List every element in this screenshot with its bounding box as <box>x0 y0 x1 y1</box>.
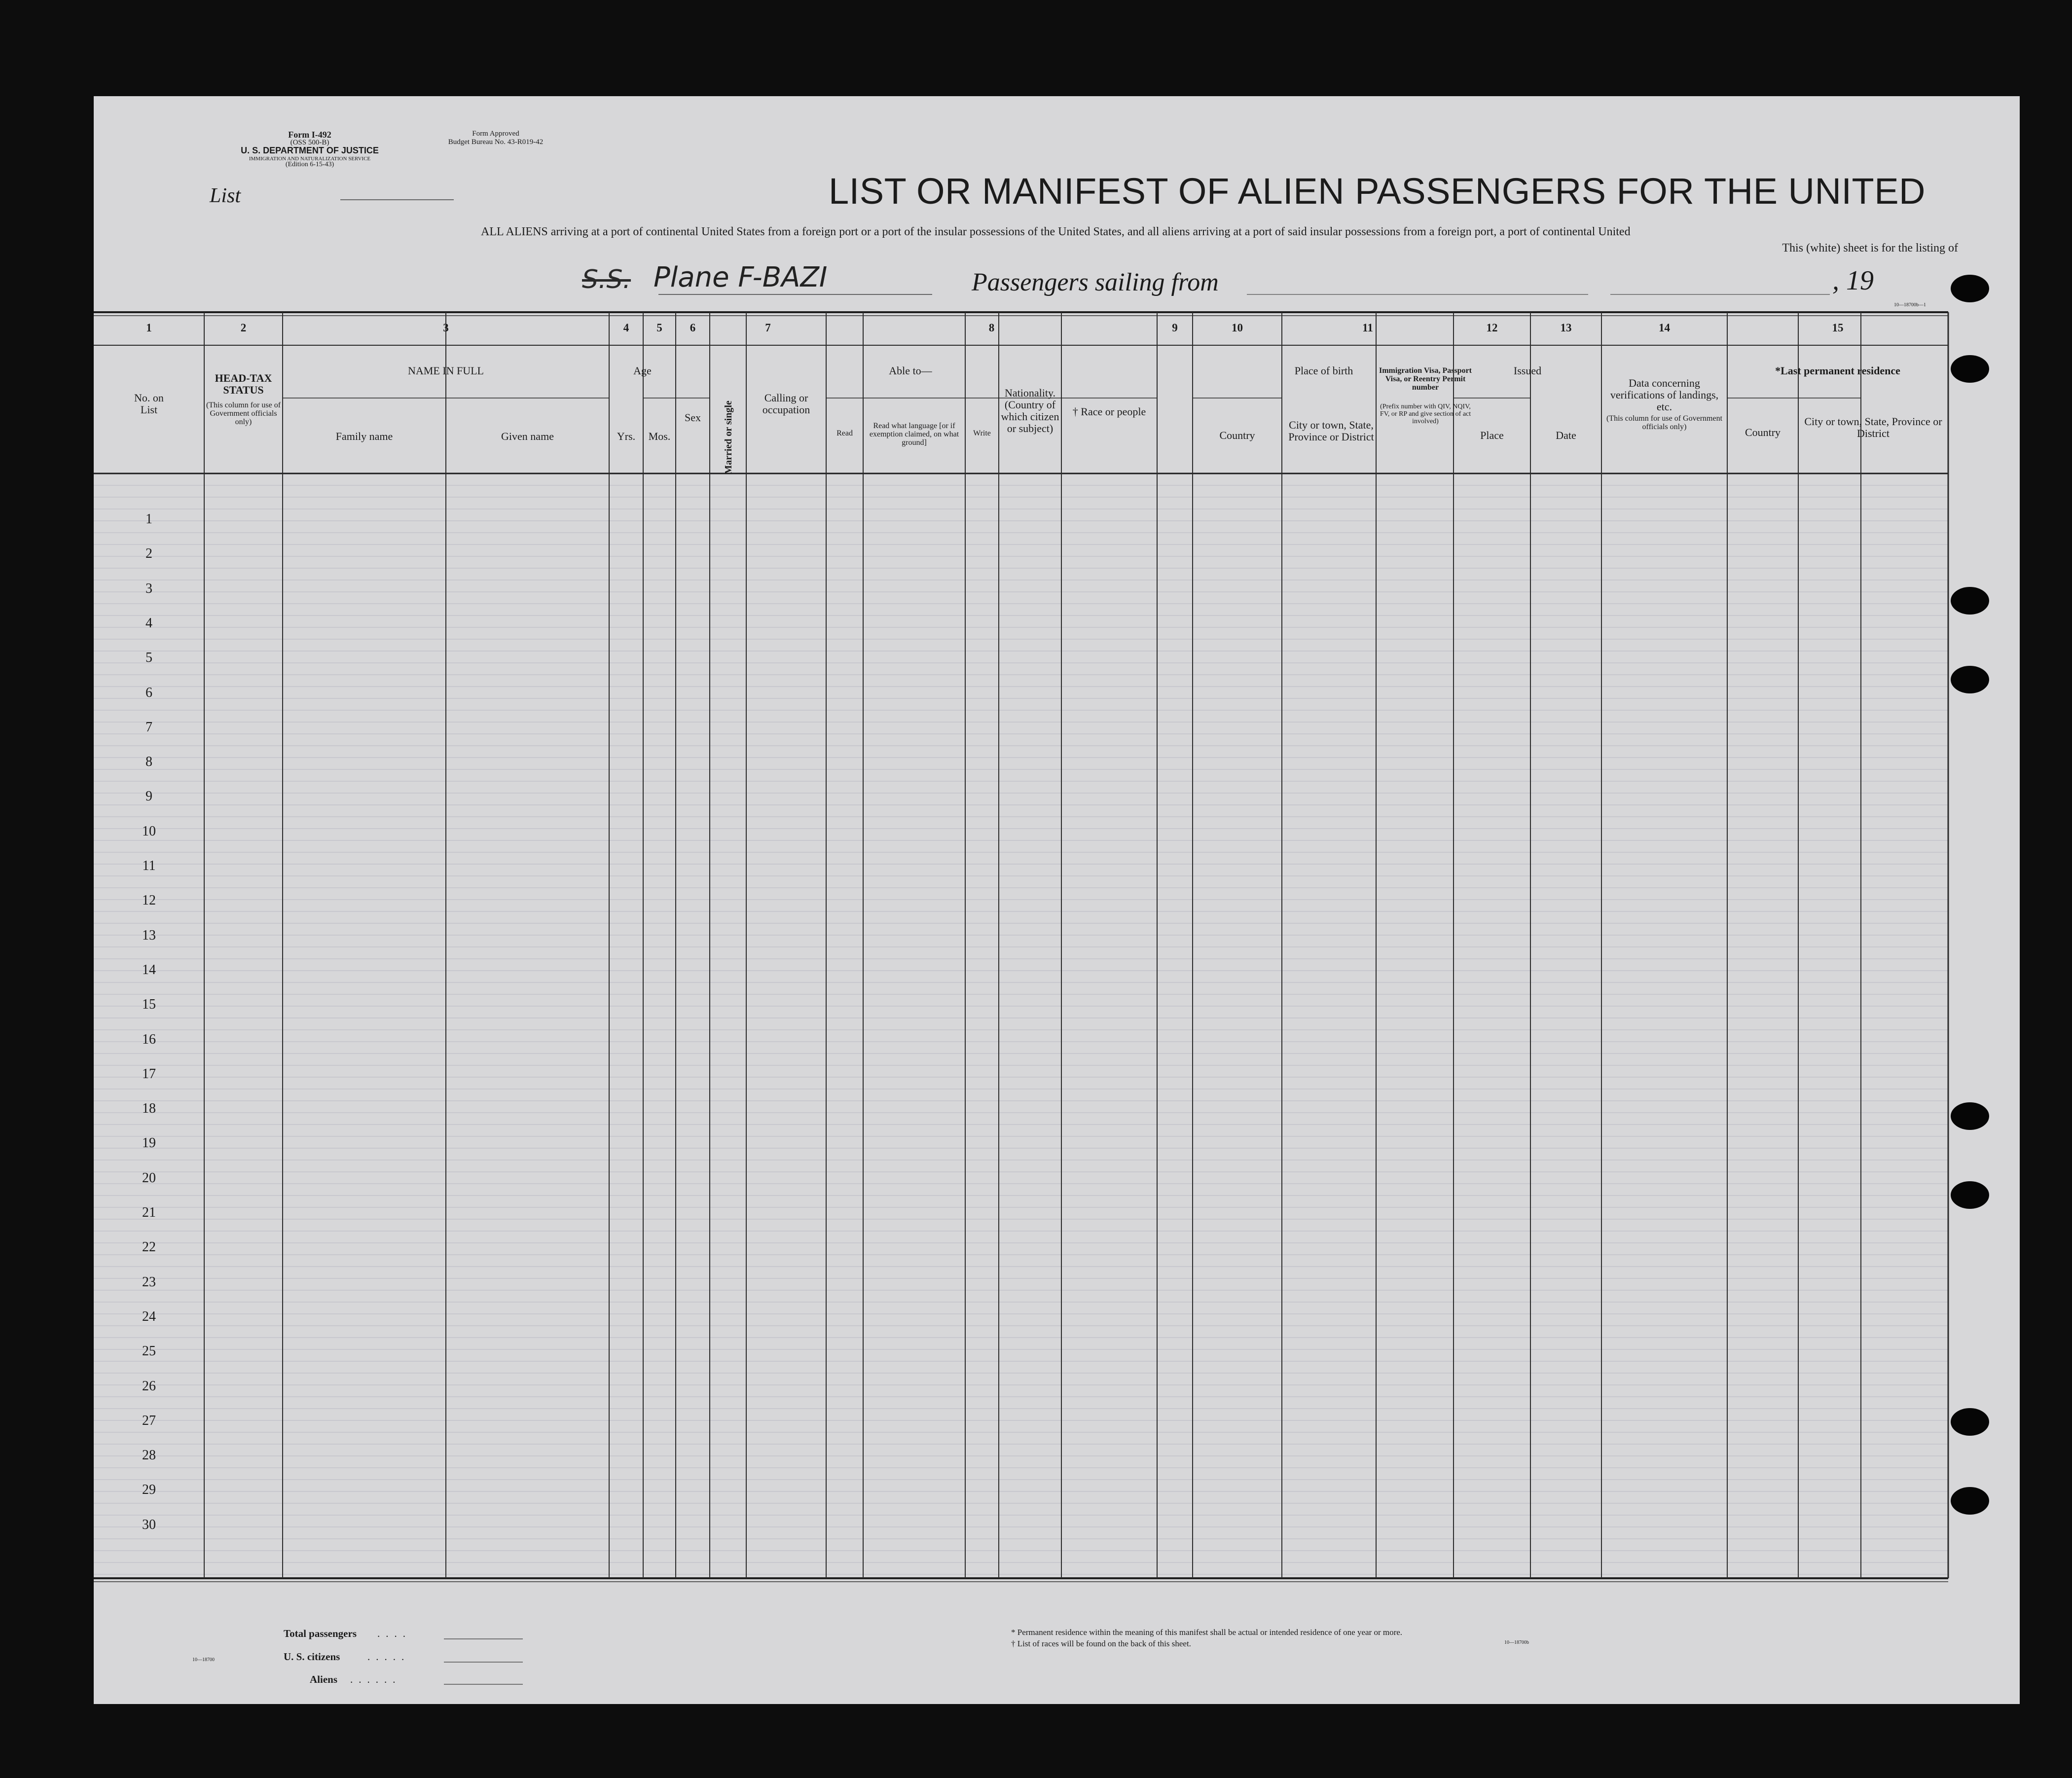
races-footnote: † List of races will be found on the back of this sheet. <box>1011 1639 1191 1648</box>
row-number: 6 <box>145 685 152 700</box>
budget-number: Budget Bureau No. 43-R019-42 <box>448 138 544 146</box>
service-name: IMMIGRATION AND NATURALIZATION SERVICE <box>249 156 371 162</box>
year-label: , 19 <box>1832 265 1874 296</box>
form-number: Form I-492 <box>288 130 331 140</box>
column-number: 14 <box>1659 322 1670 334</box>
column-number: 5 <box>656 322 662 334</box>
row-number: 19 <box>142 1135 156 1151</box>
header-res-country: Country <box>1745 426 1781 438</box>
row-number: 11 <box>142 858 156 873</box>
instruction-line-1: ALL ALIENS arriving at a port of continental United States from a foreign port or a port of the insular possessions of the United States, and all aliens arriving at a port of said insular possessions from a foreign port, a port of continental United <box>481 225 1631 238</box>
column-number: 6 <box>690 322 696 334</box>
page-title: LIST OR MANIFEST OF ALIEN PASSENGERS FOR THE UNITED <box>829 171 1926 212</box>
punch-hole <box>1951 1487 1989 1515</box>
residence-footnote: * Permanent residence within the meaning of this manifest shall be actual or intended residence of one year or more. <box>1011 1628 1403 1637</box>
row-number: 15 <box>142 997 156 1013</box>
us-citizens-label: U. S. citizens <box>284 1651 340 1663</box>
aliens-label: Aliens <box>310 1673 338 1685</box>
header-sex: Sex <box>685 411 701 424</box>
header-data-note: (This column for use of Government officials only) <box>1606 414 1723 431</box>
column-number: 4 <box>623 322 629 334</box>
department-name: U. S. DEPARTMENT OF JUSTICE <box>241 145 379 155</box>
header-birth-country: Country <box>1219 429 1255 441</box>
column-number: 11 <box>1362 322 1373 334</box>
header-issued: Issued <box>1513 364 1542 377</box>
column-number: 13 <box>1560 322 1572 334</box>
header-issued-place: Place <box>1480 429 1504 441</box>
punch-hole <box>1951 275 1989 302</box>
ss-struck: S.S. <box>582 265 631 294</box>
form-sub: (OSS 500-B) <box>290 139 329 146</box>
print-code-left: 10—18700 <box>192 1657 215 1663</box>
list-label: List <box>210 184 241 207</box>
row-number: 16 <box>142 1031 156 1047</box>
row-number: 21 <box>142 1205 156 1220</box>
column-number: 15 <box>1832 322 1844 334</box>
punch-hole <box>1951 1408 1989 1436</box>
punch-hole <box>1951 587 1989 615</box>
header-yrs: Yrs. <box>617 430 636 442</box>
header-able-to: Able to— <box>889 364 932 377</box>
header-visa: Immigration Visa, Passport Visa, or Reentry Permit number <box>1379 366 1472 392</box>
column-number: 3 <box>443 322 449 334</box>
row-number: 5 <box>145 650 152 666</box>
row-number: 27 <box>142 1413 156 1428</box>
row-number: 7 <box>145 719 152 735</box>
total-passengers-leader: .... <box>377 1628 411 1639</box>
header-age: Age <box>633 364 652 377</box>
aliens-leader: ...... <box>350 1673 401 1685</box>
row-number: 18 <box>142 1101 156 1117</box>
row-number: 17 <box>142 1066 156 1082</box>
vessel-name-handwritten: Plane F-BAZI <box>654 261 828 293</box>
form-ruling <box>94 96 2020 1704</box>
row-number: 22 <box>142 1239 156 1255</box>
instruction-line-2: This (white) sheet is for the listing of <box>1782 242 1958 254</box>
column-number: 7 <box>765 322 771 334</box>
header-visa-note: (Prefix number with QIV, NQIV, FV, or RP and give section of act involved) <box>1380 403 1471 425</box>
punch-hole <box>1951 666 1989 693</box>
header-birth-city: City or town, State, Province or District <box>1288 419 1374 443</box>
header-issued-date: Date <box>1556 429 1576 441</box>
row-number: 26 <box>142 1378 156 1394</box>
row-number: 8 <box>145 754 152 770</box>
column-number: 1 <box>146 322 152 334</box>
row-number: 24 <box>142 1308 156 1324</box>
header-last-residence: *Last permanent residence <box>1775 364 1900 377</box>
row-number: 10 <box>142 823 156 839</box>
column-number: 2 <box>240 322 247 334</box>
row-number: 30 <box>142 1517 156 1532</box>
header-read-language: Read what language [or if exemption claimed, on what ground] <box>869 422 959 447</box>
row-number: 28 <box>142 1448 156 1463</box>
column-number: 10 <box>1232 322 1243 334</box>
punch-hole <box>1951 355 1989 383</box>
header-write: Write <box>973 429 991 437</box>
header-head-tax-note: (This column for use of Government officials only) <box>206 401 281 426</box>
header-given-name: Given name <box>501 430 554 442</box>
punch-hole <box>1951 1181 1989 1209</box>
row-number: 12 <box>142 893 156 908</box>
header-no-on-list: No. on List <box>134 392 164 416</box>
total-passengers-label: Total passengers <box>284 1628 357 1639</box>
header-nationality: Nationality. (Country of which citizen or subject) <box>1001 387 1059 435</box>
header-married-single: Married or single <box>723 400 734 474</box>
print-code-right: 10—18700b <box>1504 1640 1529 1645</box>
row-number: 4 <box>145 615 152 631</box>
header-family-name: Family name <box>335 430 393 442</box>
row-number: 13 <box>142 927 156 943</box>
row-number: 25 <box>142 1343 156 1359</box>
edition: (Edition 6-15-43) <box>285 161 334 168</box>
header-calling: Calling or occupation <box>762 392 810 416</box>
row-number: 20 <box>142 1170 156 1186</box>
column-number: 8 <box>988 322 995 334</box>
row-number: 2 <box>145 546 152 562</box>
column-number: 9 <box>1172 322 1178 334</box>
row-number: 23 <box>142 1274 156 1290</box>
row-number: 29 <box>142 1482 156 1498</box>
row-number: 1 <box>145 511 152 527</box>
row-number: 3 <box>145 581 152 596</box>
form-approved: Form Approved <box>472 130 519 138</box>
header-res-city: City or town, State, Province or District <box>1804 415 1942 439</box>
header-race: † Race or people <box>1072 405 1146 418</box>
print-code-top: 10—18700b—1 <box>1894 302 1926 308</box>
header-place-of-birth: Place of birth <box>1294 364 1353 377</box>
us-citizens-leader: ..... <box>367 1651 410 1663</box>
header-read: Read <box>836 429 853 437</box>
column-number: 12 <box>1486 322 1498 334</box>
punch-hole <box>1951 1102 1989 1130</box>
manifest-sheet <box>94 96 2020 1704</box>
header-data-concerning: Data concerning verifications of landings, etc. <box>1610 377 1719 413</box>
row-number: 14 <box>142 962 156 978</box>
sailing-from-label: Passengers sailing from <box>972 268 1219 296</box>
row-number: 9 <box>145 789 152 804</box>
header-head-tax: HEAD-TAX STATUS <box>215 372 272 396</box>
header-mos: Mos. <box>648 430 671 442</box>
header-name-in-full: NAME IN FULL <box>408 364 484 377</box>
